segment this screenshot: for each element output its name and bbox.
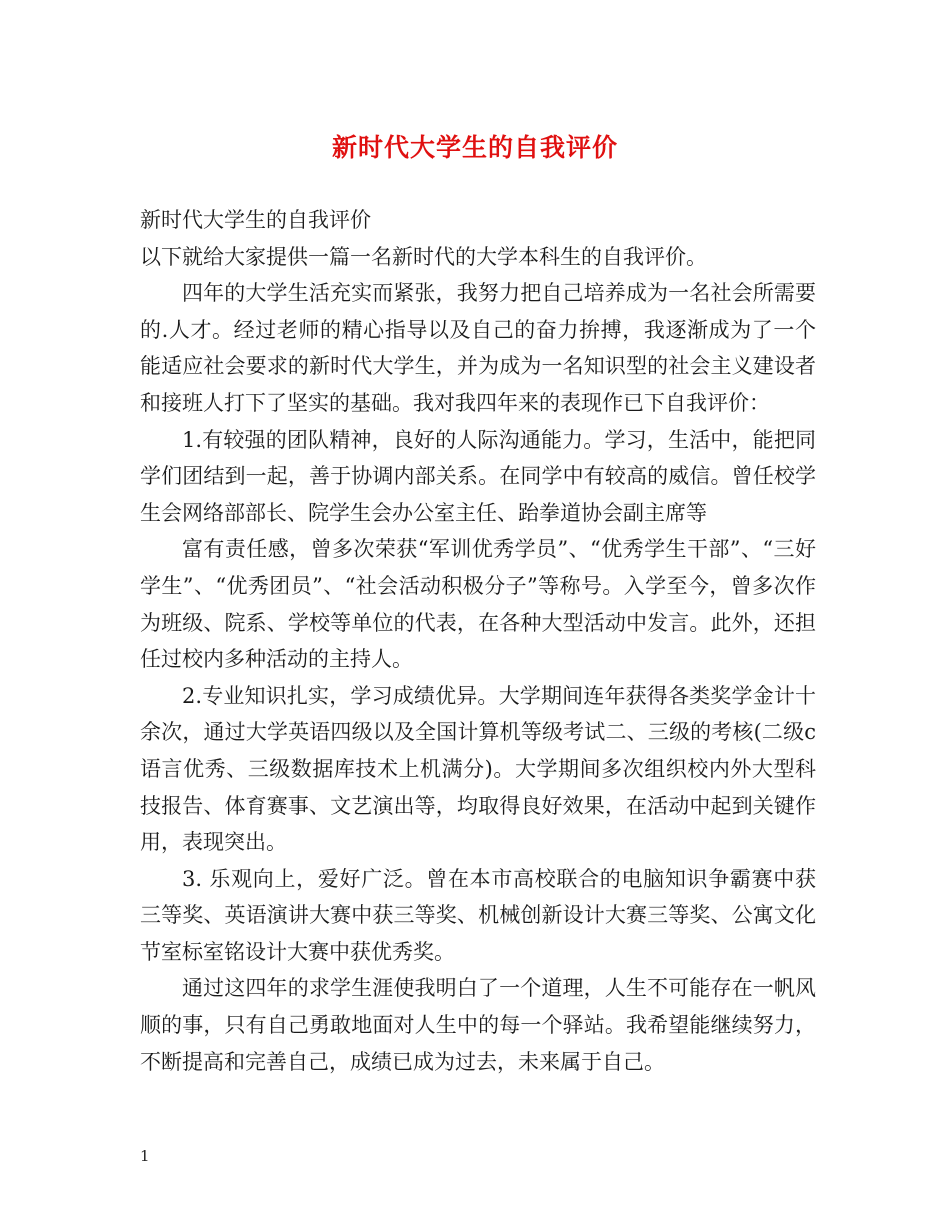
paragraph-conclusion: 通过这四年的求学生涯使我明白了一个道理，人生不可能存在一帆风顺的事，只有自己勇敢地面对人生中的每一个驿站。我希望能继续努力，不断提高和完善自己，成绩已成为过去，未来属于自己。 [140, 976, 816, 1074]
intro-line: 以下就给大家提供一篇一名新时代的大学本科生的自我评价。 [140, 244, 707, 269]
paragraph-point-1: 1.有较强的团队精神，良好的人际沟通能力。学习，生活中，能把同学们团结到一起，善于协调内部关系。在同学中有较高的威信。曾任校学生会网络部部长、院学生会办公室主任、跆拳道协会副主席等 [140, 427, 816, 525]
paragraph-overview: 四年的大学生活充实而紧张，我努力把自己培养成为一名社会所需要的.人才。经过老师的精心指导以及自己的奋力拚搏，我逐渐成为了一个能适应社会要求的新时代大学生，并为成为一名知识型的社会主义建设者和接班人打下了坚实的基础。我对我四年来的表现作已下自我评价： [140, 281, 816, 415]
page-number: 1 [140, 1147, 150, 1165]
document-title: 新时代大学生的自我评价 [331, 133, 618, 162]
subtitle-line: 新时代大学生的自我评价 [140, 208, 371, 232]
paragraph-point-3: 3. 乐观向上，爱好广泛。曾在本市高校联合的电脑知识争霸赛中获三等奖、英语演讲大赛中获三等奖、机械创新设计大赛三等奖、公寓文化节室标室铭设计大赛中获优秀奖。 [140, 866, 816, 964]
paragraph-honors: 富有责任感，曾多次荣获“军训优秀学员”、“优秀学生干部”、“三好学生”、“优秀团员”、“社会活动积极分子”等称号。入学至今，曾多次作为班级、院系、学校等单位的代表，在各种大型活动中发言。此外，还担任过校内多种活动的主持人。 [140, 537, 816, 672]
paragraph-point-2: 2.专业知识扎实，学习成绩优异。大学期间连年获得各类奖学金计十余次，通过大学英语四级以及全国计算机等级考试二、三级的考核(二级c语言优秀、三级数据库技术上机满分)。大学期间多次组织校内外大型科技报告、体育赛事、文艺演出等，均取得良好效果，在活动中起到关键作用，表现突出。 [140, 683, 816, 855]
document-body [140, 202, 816, 1080]
